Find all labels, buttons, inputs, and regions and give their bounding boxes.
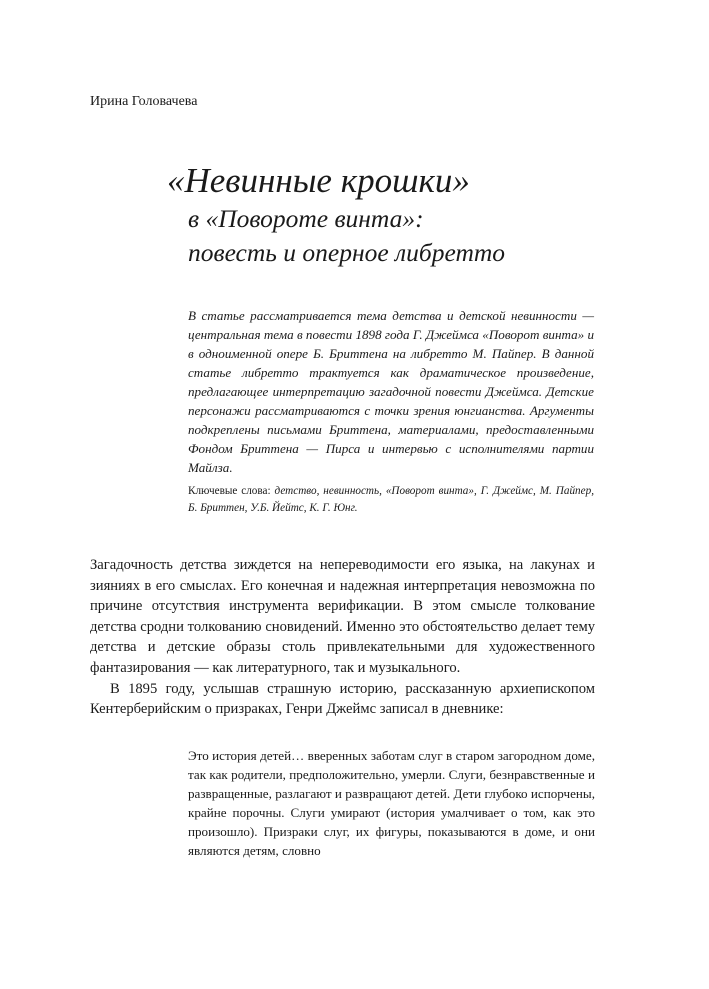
keywords bbox=[188, 483, 594, 517]
block-quote bbox=[188, 746, 595, 860]
title-main: «Невинные крошки» bbox=[167, 161, 470, 200]
keywords-label: Ключевые слова: bbox=[188, 485, 275, 497]
title-subtitle-line1: в «Повороте винта»: bbox=[188, 204, 424, 233]
body-paragraph-2: В 1895 году, услышав страшную историю, рассказанную архиепископом Кентерберийским о призраках, Генри Джеймс записал в дневнике: bbox=[90, 680, 595, 718]
title-subtitle-line2: повесть и оперное либретто bbox=[188, 238, 506, 267]
keywords-list: детство, невинность, «Поворот винта», Г. Джеймс, М. Пайпер, Б. Бриттен, У.Б. Йейтс, К. Г. Юнг. bbox=[188, 485, 594, 514]
author-name: Ирина Головачева bbox=[90, 94, 198, 109]
body-text bbox=[90, 555, 595, 720]
abstract bbox=[188, 306, 594, 517]
abstract-text: В статье рассматривается тема детства и детской невинности — центральная тема в повести 1898 года Г. Джеймса «Поворот винта» и в одноименной опере Б. Бриттена на либретто М. Пайпер. В данной статье либретто трактуется как драматическое произведение, предлагающее интерпретацию загадочной повести Джеймса. Детские персонажи рассматриваются с точки зрения юнгианства. Аргументы подкреплены письмами Бриттена, материалами, предоставленными Фондом Бриттена — Пирса и интервью с исполнителями партии Майлза. bbox=[188, 308, 594, 475]
body-paragraph-1: Загадочность детства зиждется на непереводимости его языка, на лакунах и зияниях в его смыслах. Его конечная и надежная интерпретация невозможна по причине отсутствия инструмента верификации. В этом смысле толкование детства сродни толкованию сновидений. Именно это обстоятельство делает тему детства и детские образы столь привлекательными для художественного фантазирования — как литературного, так и музыкального. bbox=[90, 557, 595, 676]
article-title bbox=[167, 160, 637, 270]
quote-text: Это история детей… вверенных заботам слуг в старом загородном доме, так как родители, предположительно, умерли. Слуги, безнравственные и развращенные, разлагают и развращают детей. Дети глубоко испорчены, крайне порочны. Слуги умирают (история умалчивает о том, как это произошло). Призраки слуг, их фигуры, показываются в доме, и они являются детям, словно bbox=[188, 748, 595, 858]
